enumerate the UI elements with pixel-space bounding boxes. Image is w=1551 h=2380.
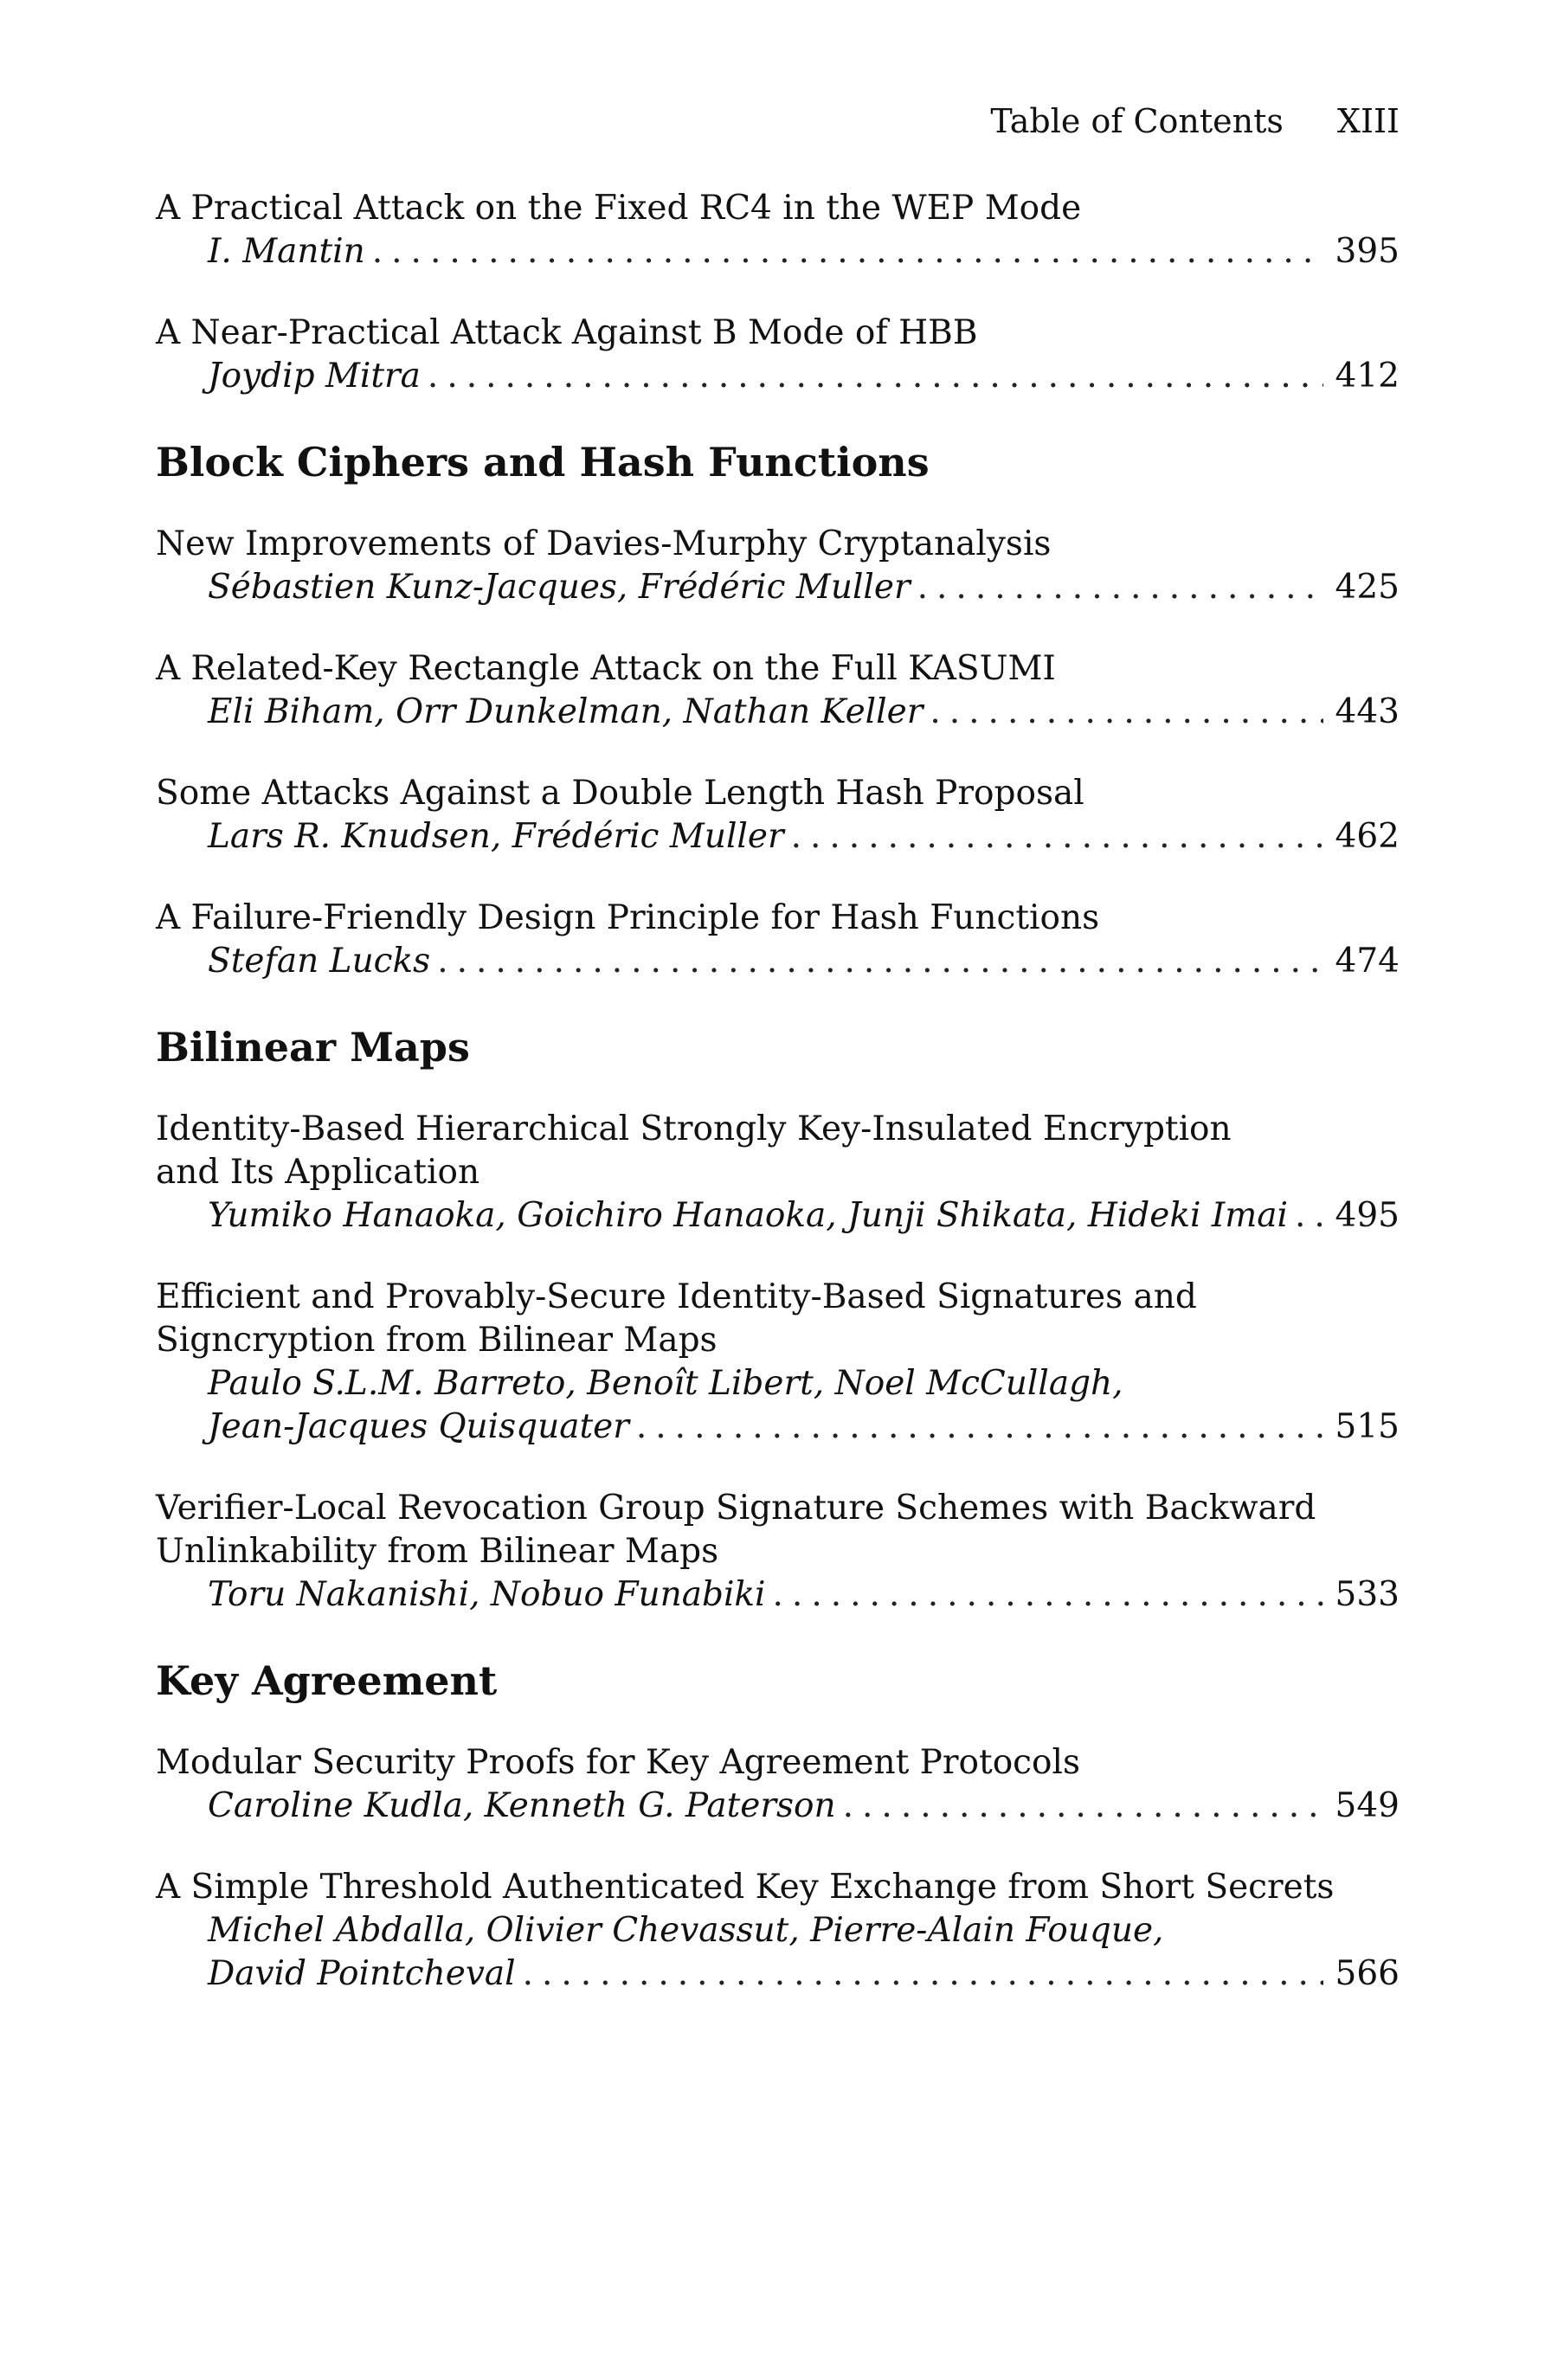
- toc-entry[interactable]: [156, 647, 1400, 734]
- entry-page-number[interactable]: 533: [1335, 1575, 1400, 1614]
- entry-title-line: A Near-Practical Attack Against B Mode of HBB: [156, 313, 978, 352]
- running-head: [990, 102, 1400, 140]
- entry-authors-page-line: [156, 1573, 1400, 1617]
- entry-title-line: Modular Security Proofs for Key Agreement Protocols: [156, 1743, 1080, 1782]
- entry-authors-line: Michel Abdalla, Olivier Chevassut, Pierre-Alain Fouque,: [208, 1911, 1164, 1950]
- dot-leader: [930, 691, 1323, 734]
- entry-page-number[interactable]: 549: [1335, 1786, 1400, 1825]
- toc-entry[interactable]: [156, 1108, 1400, 1238]
- section-heading: Key Agreement: [156, 1657, 498, 1704]
- entry-authors-page-line: [156, 355, 1400, 398]
- entry-title-line: and Its Application: [156, 1153, 480, 1192]
- entry-authors-page-line: [156, 1194, 1400, 1238]
- entry-page-number[interactable]: 474: [1335, 942, 1400, 981]
- entry-title-line: Signcryption from Bilinear Maps: [156, 1321, 718, 1360]
- entry-page-number[interactable]: 515: [1335, 1407, 1400, 1446]
- dot-leader: [523, 1952, 1323, 1996]
- entry-authors-page-line: [156, 815, 1400, 859]
- entry-authors: Caroline Kudla, Kenneth G. Paterson: [208, 1786, 836, 1825]
- toc-entry[interactable]: [156, 312, 1400, 398]
- entry-authors-line: Paulo S.L.M. Barreto, Benoît Libert, Noel McCullagh,: [208, 1364, 1123, 1403]
- entry-authors: I. Mantin: [208, 232, 365, 271]
- dot-leader: [428, 355, 1323, 398]
- entry-authors-page-line: [156, 230, 1400, 273]
- entry-authors-page-line: [156, 1785, 1400, 1828]
- entry-authors: Eli Biham, Orr Dunkelman, Nathan Keller: [208, 692, 924, 731]
- entry-title-line: Some Attacks Against a Double Length Hash Proposal: [156, 774, 1084, 813]
- toc-entry[interactable]: [156, 897, 1400, 983]
- entry-authors-page-line: [156, 691, 1400, 734]
- dot-leader: [843, 1785, 1323, 1828]
- entry-title-line: A Failure-Friendly Design Principle for Hash Functions: [156, 898, 1100, 937]
- entry-authors: Sébastien Kunz-Jacques, Frédéric Muller: [208, 568, 911, 607]
- entry-page-number[interactable]: 425: [1335, 568, 1400, 607]
- entry-page-number[interactable]: 495: [1335, 1196, 1400, 1235]
- page-number: XIII: [1336, 102, 1400, 140]
- dot-leader: [1295, 1194, 1323, 1238]
- entry-authors: Toru Nakanishi, Nobuo Funabiki: [208, 1575, 766, 1614]
- entry-authors-page-line: [156, 1405, 1400, 1449]
- toc-entry[interactable]: [156, 523, 1400, 609]
- entry-title-line: Efficient and Provably-Secure Identity-Based Signatures and: [156, 1277, 1197, 1316]
- entry-title-line: New Improvements of Davies-Murphy Cryptanalysis: [156, 524, 1052, 563]
- dot-leader: [437, 940, 1323, 983]
- toc-page: [156, 0, 1400, 2380]
- entry-page-number[interactable]: 443: [1335, 692, 1400, 731]
- section-heading: Bilinear Maps: [156, 1024, 470, 1071]
- dot-leader: [773, 1573, 1323, 1617]
- entry-title-line: A Practical Attack on the Fixed RC4 in the WEP Mode: [156, 189, 1082, 228]
- dot-leader: [917, 566, 1323, 609]
- dot-leader: [372, 230, 1323, 273]
- toc-entry[interactable]: [156, 1866, 1400, 1996]
- toc-content: [156, 187, 1400, 2034]
- entry-authors: Stefan Lucks: [208, 942, 431, 981]
- entry-page-number[interactable]: 462: [1335, 817, 1400, 856]
- toc-entry[interactable]: [156, 1276, 1400, 1449]
- entry-page-number[interactable]: 412: [1335, 357, 1400, 396]
- entry-title-line: Verifier-Local Revocation Group Signature Schemes with Backward: [156, 1489, 1316, 1528]
- entry-page-number[interactable]: 566: [1335, 1954, 1400, 1993]
- entry-title-line: A Related-Key Rectangle Attack on the Full KASUMI: [156, 649, 1056, 688]
- entry-authors-page-line: [156, 566, 1400, 609]
- dot-leader: [636, 1405, 1323, 1449]
- toc-entry[interactable]: [156, 1487, 1400, 1617]
- entry-page-number[interactable]: 395: [1335, 232, 1400, 271]
- toc-entry[interactable]: [156, 772, 1400, 859]
- entry-authors: Joydip Mitra: [208, 357, 421, 396]
- entry-authors: Yumiko Hanaoka, Goichiro Hanaoka, Junji Shikata, Hideki Imai: [208, 1196, 1288, 1235]
- toc-entry[interactable]: [156, 1741, 1400, 1828]
- dot-leader: [791, 815, 1323, 859]
- entry-authors-page-line: [156, 1952, 1400, 1996]
- entry-authors: David Pointcheval: [208, 1954, 516, 1993]
- entry-authors: Jean-Jacques Quisquater: [208, 1407, 629, 1446]
- running-title: Table of Contents: [990, 102, 1284, 140]
- entry-title-line: Unlinkability from Bilinear Maps: [156, 1532, 719, 1571]
- section-heading: Block Ciphers and Hash Functions: [156, 439, 930, 486]
- entry-authors-page-line: [156, 940, 1400, 983]
- entry-authors: Lars R. Knudsen, Frédéric Muller: [208, 817, 784, 856]
- entry-title-line: Identity-Based Hierarchical Strongly Key-Insulated Encryption: [156, 1110, 1232, 1148]
- entry-title-line: A Simple Threshold Authenticated Key Exchange from Short Secrets: [156, 1868, 1335, 1907]
- toc-entry[interactable]: [156, 187, 1400, 273]
